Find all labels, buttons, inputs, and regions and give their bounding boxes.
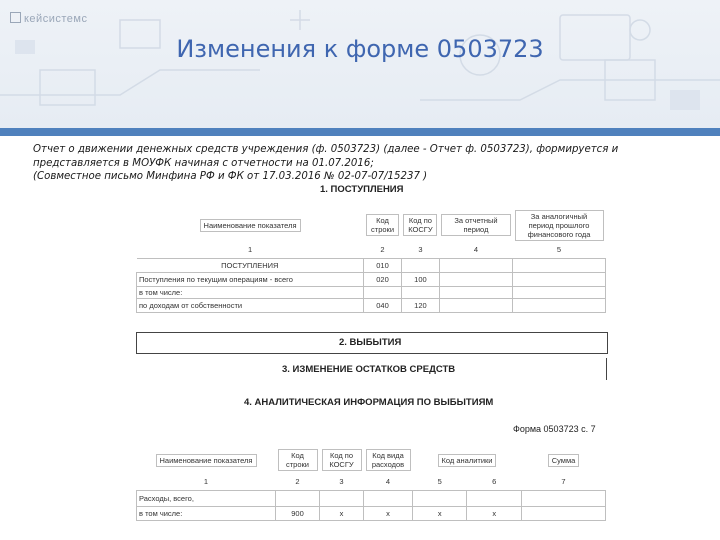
table-row: Расходы, всего, [137,490,606,506]
header-decoration [0,0,720,128]
col-header-kosgu: Код по КОСГУ [322,449,362,471]
analytics-table [136,446,606,521]
table-header-row [137,446,606,474]
table-row: в том числе: [137,286,606,298]
col-header-name: Наименование показателя [200,219,301,232]
table-row: Поступления по текущим операциям - всего 020 100 [137,272,606,286]
intro-line-1: Отчет о движении денежных средств учреждения (ф. 0503723) (далее - Отчет ф. 0503723), формируется и [33,144,619,155]
section-4-title: 4. АНАЛИТИЧЕСКАЯ ИНФОРМАЦИЯ ПО ВЫБЫТИЯМ [244,397,494,408]
header-accent-bar [0,128,720,136]
receipts-table [136,208,606,313]
table-row: по доходам от собственности 040 120 [137,298,606,312]
col-header-code: Код строки [366,214,400,236]
section-2-box [136,332,608,354]
col-header-expense-type: Код вида расходов [366,449,411,471]
section-2-title: 2. ВЫБЫТИЯ [339,337,402,348]
section-3-border [606,358,607,380]
col-header-sum: Сумма [548,454,580,467]
intro-line-3: (Совместное письмо Минфина РФ и ФК от 17.03.2016 № 02-07-07/15237 ) [33,171,428,182]
table-number-row: 1 2 3 4 5 [247,245,562,255]
company-logo: кейсистемс [10,12,87,25]
slide-title: Изменения к форме 0503723 [176,35,544,63]
form-label: Форма 0503723 с. 7 [513,424,596,434]
logo-icon [10,12,21,23]
section-3-title: 3. ИЗМЕНЕНИЕ ОСТАТКОВ СРЕДСТВ [282,364,456,375]
slide-header [0,0,720,128]
col-header-name: Наименование показателя [156,454,257,467]
col-header-analytics: Код аналитики [438,454,497,467]
table-header-row [137,208,606,242]
intro-text [33,143,673,184]
col-header-previous: За аналогичный период прошлого финансового года [515,210,604,241]
col-header-kosgu: Код по КОСГУ [403,214,437,236]
col-header-current: За отчетный период [441,214,510,236]
table-row: ПОСТУПЛЕНИЯ 010 [137,258,606,272]
table-number-row: 1 2 3 4 5 6 7 [203,477,566,487]
table-row: в том числе: 900 х х х х [137,506,606,520]
intro-line-2: представляется в МОУФК начиная с отчетности на 01.07.2016; [33,157,374,169]
section-1-title: 1. ПОСТУПЛЕНИЯ [320,184,404,195]
col-header-code: Код строки [278,449,318,471]
